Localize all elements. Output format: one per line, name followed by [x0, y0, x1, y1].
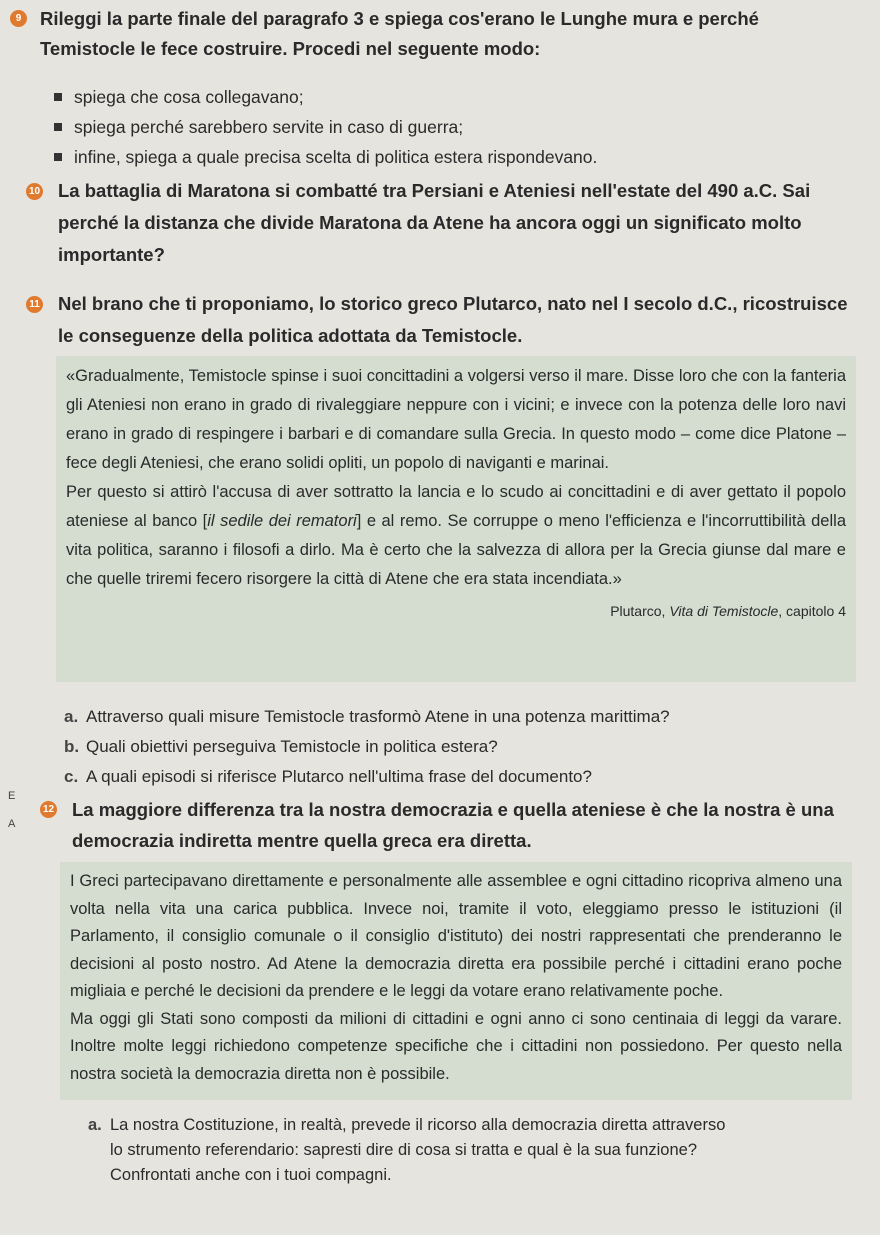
bullet-square-icon — [54, 123, 62, 131]
question-number-badge: 11 — [26, 296, 43, 313]
question-number-badge: 10 — [26, 183, 43, 200]
question-9-bullets — [54, 82, 597, 172]
question-9-line-1: Rileggi la parte finale del paragrafo 3 e spiega cos'erano le Lunghe mura e perché — [40, 8, 759, 29]
bullet-square-icon — [54, 153, 62, 161]
question-number-badge: 9 — [10, 10, 27, 27]
question-12-line-2: democrazia indiretta mentre quella greca era diretta. — [72, 830, 532, 851]
margin-mark: E — [8, 790, 16, 802]
quote-paragraph-1: «Gradualmente, Temistocle spinse i suoi concittadini a volgersi verso il mare. Disse loro che con la fanteria gli Ateniesi non erano in grado di rivaleggiare neppure con i vicini; e invece con la potenza delle loro navi erano in grado di respingere i barbari e di comandare sulla Grecia. In questo modo – come dice Platone – fece degli Ateniesi, che erano solidi opliti, un popolo di naviganti e marinai. — [66, 367, 846, 472]
democracy-text-box — [60, 862, 852, 1100]
margin-mark: A — [8, 818, 16, 830]
question-9-line-2: Temistocle le fece costruire. Procedi nel seguente modo: — [40, 38, 541, 59]
question-12-subquestion-a: a. La nostra Costituzione, in realtà, prevede il ricorso alla democrazia diretta attraverso lo strumento referendario: sapresti dire di cosa si tratta e qual è la sua funzione? Confrontati anche con i tuoi compagni. — [88, 1116, 726, 1184]
question-11-subquestions — [64, 702, 670, 792]
question-10-line-1: La battaglia di Maratona si combatté tra Persiani e Ateniesi nell'estate del 490 a.C. Sai — [58, 180, 811, 201]
list-item: spiega che cosa collegavano; — [54, 82, 597, 112]
question-11-line-1: Nel brano che ti proponiamo, lo storico greco Plutarco, nato nel I secolo d.C., ricostruisce — [58, 293, 848, 314]
quote-paragraph-2: Per questo si attirò l'accusa di aver sottratto la lancia e lo scudo ai concittadini e di aver gettato il popolo ateniese al banco [il sedile dei rematori] e al remo. Se corruppe o meno l'efficienza e l'incorruttibilità della vita politica, saranno i filosofi a dirlo. Ma è certo che la salvezza di allora per la Grecia giunse dal mare e che quelle triremi fecero risorgere la città di Atene che era stata incendiata.» — [66, 483, 846, 588]
list-item: spiega perché sarebbero servite in caso di guerra; — [54, 112, 597, 142]
democracy-paragraph-1: I Greci partecipavano direttamente e personalmente alle assemblee e ogni cittadino ricopriva almeno una volta nella vita una carica pubblica. Invece noi, tramite il voto, eleggiamo presso le istituzioni (il Parlamento, il consiglio comunale o il consiglio d'istituto) dei nostri rappresentati che prenderanno le decisioni al posto nostro. Ad Atene la democrazia diretta era possibile perché i cittadini erano poche migliaia e perché le decisioni da prendere e le leggi da votare erano relativamente poche. — [70, 872, 842, 1000]
question-10-line-2: perché la distanza che divide Maratona da Atene ha ancora oggi un significato molto — [58, 212, 802, 233]
list-item: b. Quali obiettivi perseguiva Temistocle in politica estera? — [64, 737, 498, 756]
plutarch-quote-box — [56, 356, 856, 682]
quote-source: Plutarco, Vita di Temistocle, capitolo 4 — [610, 603, 846, 619]
question-11-line-2: le conseguenze della politica adottata da Temistocle. — [58, 325, 523, 346]
bullet-square-icon — [54, 93, 62, 101]
question-10-line-3: importante? — [58, 244, 165, 265]
question-number-badge: 12 — [40, 801, 57, 818]
list-item: a. Attraverso quali misure Temistocle trasformò Atene in una potenza marittima? — [64, 707, 670, 726]
question-12-line-1: La maggiore differenza tra la nostra democrazia e quella ateniese è che la nostra è una — [72, 799, 834, 820]
democracy-paragraph-2: Ma oggi gli Stati sono composti da milioni di cittadini e ogni anno ci sono centinaia di leggi da varare. Inoltre molte leggi richiedono competenze specifiche che i cittadini non possiedono. Per questo nella nostra società la democrazia diretta non è possibile. — [70, 1009, 842, 1083]
list-item: c. A quali episodi si riferisce Plutarco nell'ultima frase del documento? — [64, 767, 592, 786]
list-item: infine, spiega a quale precisa scelta di politica estera rispondevano. — [54, 142, 597, 172]
